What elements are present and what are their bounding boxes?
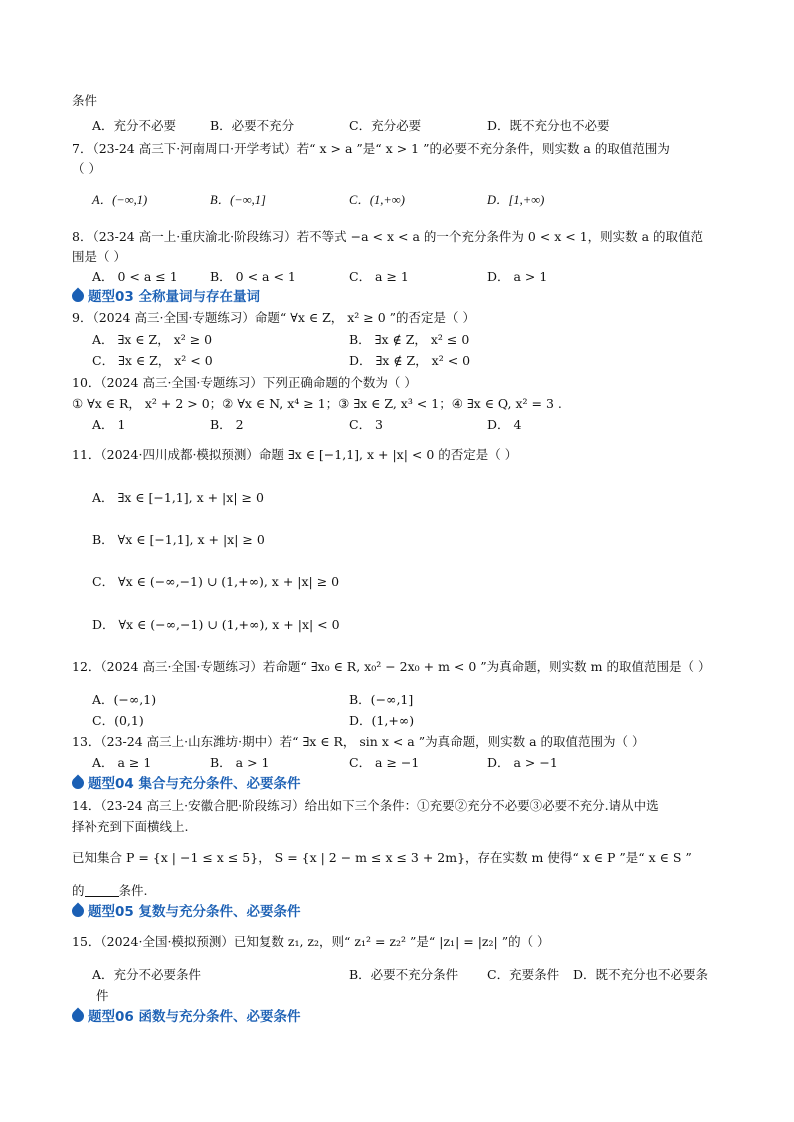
q8-stem: 8．（23-24 高一上·重庆渝北·阶段练习）若不等式 −a < x < a 的一个充分条件为 0 < x < 1，则实数 a 的取值范 (72, 229, 704, 244)
q7-option-d: D．[1,+∞) (487, 193, 545, 207)
section-marker-icon (70, 288, 87, 305)
q9-stem: 9．（2024 高三·全国·专题练习）命题“ ∀x ∈ Z， x² ≥ 0 ”的否定是（ ） (72, 310, 476, 325)
q8-option-a: A． 0 < a ≤ 1 (92, 269, 178, 284)
q7-option-c: C．(1,+∞) (349, 193, 405, 207)
q12-stem: 12．（2024 高三·全国·专题练习）若命题“ ∃x₀ ∈ R, x₀² − 2x₀ + m < 0 ”为真命题，则实数 m 的取值范围是（ ） (72, 659, 711, 674)
cont-option-c: C．充分必要 (349, 118, 422, 133)
q14-set-definition: 已知集合 P = {x | −1 ≤ x ≤ 5}， S = {x | 2 − m ≤ x ≤ 3 + 2m}，存在实数 m 使得“ x ∈ P ”是“ x ∈ S ” (72, 850, 692, 865)
q13-stem: 13．（23-24 高三上·山东潍坊·期中）若“ ∃x ∈ R， sin x < a ”为真命题，则实数 a 的取值范围为（ ） (72, 734, 645, 749)
q10-statements: ① ∀x ∈ R， x² + 2 > 0；② ∀x ∈ N, x⁴ ≥ 1；③ ∃x ∈ Z, x³ < 1；④ ∃x ∈ Q, x² = 3 . (72, 396, 562, 411)
q10-option-a: A． 1 (92, 417, 126, 432)
section-marker-icon (70, 903, 87, 920)
q8-option-c: C． a ≥ 1 (349, 269, 409, 284)
cont-option-b: B．必要不充分 (210, 118, 295, 133)
answer-blank (85, 883, 119, 897)
q13-option-b: B． a > 1 (210, 755, 270, 770)
q11-stem: 11．（2024·四川成都·模拟预测）命题 ∃x ∈ [−1,1], x + |x| < 0 的否定是（ ） (72, 447, 518, 462)
q15-option-b: B．必要不充分条件 (349, 967, 459, 982)
q15-option-a: A．充分不必要条件 (92, 967, 202, 982)
q11-option-b: B． ∀x ∈ [−1,1], x + |x| ≥ 0 (92, 532, 265, 547)
q10-option-c: C． 3 (349, 417, 383, 432)
q13-option-d: D． a > −1 (487, 755, 558, 770)
q10-option-b: B． 2 (210, 417, 244, 432)
q10-stem: 10．（2024 高三·全国·专题练习）下列正确命题的个数为（ ） (72, 375, 417, 390)
q7-stem: 7．（23-24 高三下·河南周口·开学考试）若“ x > a ”是“ x > 1 ”的必要不充分条件，则实数 a 的取值范围为 (72, 141, 670, 156)
q7-option-a: A．(−∞,1) (92, 193, 148, 207)
section-heading-03: 题型03 全称量词与存在量词 (72, 288, 260, 306)
section-heading-04: 题型04 集合与充分条件、必要条件 (72, 775, 301, 793)
q15-option-d: D．既不充分也不必要条 (573, 967, 709, 982)
q9-option-b: B． ∃x ∉ Z， x² ≤ 0 (349, 332, 470, 347)
q12-option-a: A．(−∞,1) (92, 692, 157, 707)
q8-option-b: B． 0 < a < 1 (210, 269, 296, 284)
q12-option-d: D．(1,+∞) (349, 713, 415, 728)
q8-option-d: D． a > 1 (487, 269, 548, 284)
q10-option-d: D． 4 (487, 417, 522, 432)
section-heading-05: 题型05 复数与充分条件、必要条件 (72, 903, 301, 921)
q7-paren: （ ） (72, 161, 101, 176)
q14-fill-line: 的 条件. (72, 883, 148, 898)
q15-option-c: C．充要条件 (487, 967, 560, 982)
section-heading-06: 题型06 函数与充分条件、必要条件 (72, 1008, 301, 1026)
q8-paren: 围是（ ） (72, 249, 126, 264)
q12-option-b: B．(−∞,1] (349, 692, 414, 707)
q9-option-c: C． ∃x ∈ Z， x² < 0 (92, 353, 213, 368)
q14-stem-cont: 择补充到下面横线上. (72, 819, 189, 834)
q11-option-c: C． ∀x ∈ (−∞,−1) ∪ (1,+∞), x + |x| ≥ 0 (92, 574, 340, 589)
q11-option-a: A． ∃x ∈ [−1,1], x + |x| ≥ 0 (92, 490, 264, 505)
cont-option-d: D．既不充分也不必要 (487, 118, 610, 133)
section-marker-icon (70, 1008, 87, 1025)
q12-option-c: C．(0,1) (92, 713, 144, 728)
q15-option-wrap: 件 (96, 988, 109, 1003)
q9-option-a: A． ∃x ∈ Z， x² ≥ 0 (92, 332, 213, 347)
q9-option-d: D． ∃x ∉ Z， x² < 0 (349, 353, 471, 368)
q15-stem: 15．（2024·全国·模拟预测）已知复数 z₁, z₂，则“ z₁² = z₂² ”是“ |z₁| = |z₂| ”的（ ） (72, 934, 550, 949)
q14-stem: 14．（23-24 高三上·安徽合肥·阶段练习）给出如下三个条件：①充要②充分不必要③必要不充分.请从中选 (72, 798, 659, 813)
cont-option-a: A．充分不必要 (92, 118, 177, 133)
section-marker-icon (70, 775, 87, 792)
q11-option-d: D． ∀x ∈ (−∞,−1) ∪ (1,+∞), x + |x| < 0 (92, 617, 340, 632)
q13-option-a: A． a ≥ 1 (92, 755, 152, 770)
q13-option-c: C． a ≥ −1 (349, 755, 420, 770)
cont-line: 条件 (72, 93, 98, 108)
q7-option-b: B．(−∞,1] (210, 193, 266, 207)
